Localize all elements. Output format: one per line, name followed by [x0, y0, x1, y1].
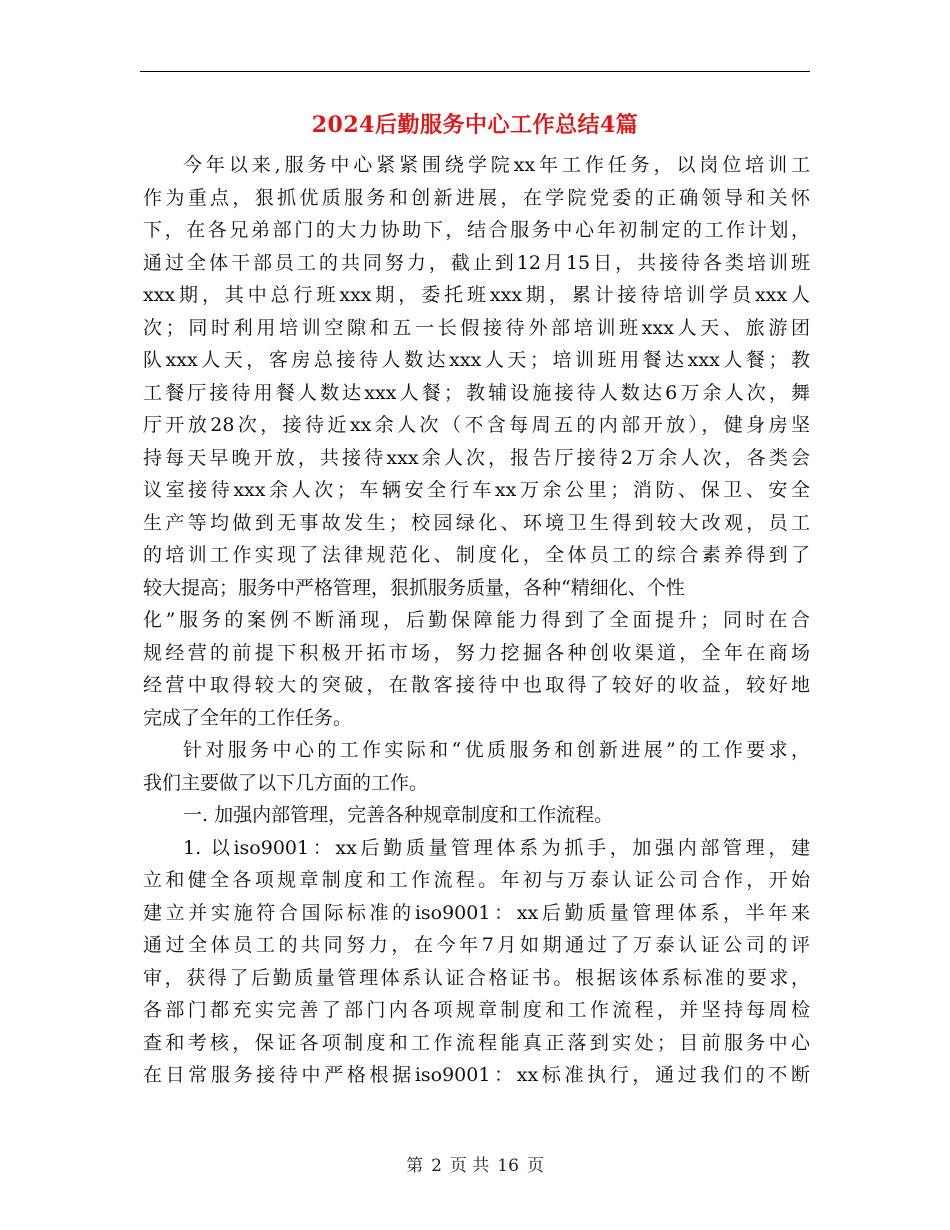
text-line: 队xxx人天，客房总接待人数达xxx人天；培训班用餐达xxx人餐；教 — [143, 349, 810, 371]
text-line: 工餐厅接待用餐人数达xxx人餐；教辅设施接待人数达6万余人次，舞 — [143, 381, 810, 404]
text-line: 我们主要做了以下几方面的工作。 — [143, 771, 429, 794]
total-pages: 16 — [497, 1156, 519, 1176]
footer-suffix: 页 — [526, 1156, 544, 1176]
text-line: 立和健全各项规章制度和工作流程。年初与万泰认证公司合作，开始 — [143, 869, 810, 891]
text-line: 建立并实施符合国际标准的iso9001：xx后勤质量管理体系，半年来 — [143, 901, 810, 924]
text-line: 1. 以iso9001：xx后勤质量管理体系为抓手，加强内部管理，建 — [183, 836, 810, 859]
text-line: 查和考核，保证各项制度和工作流程能真正落到实处；目前服务中心 — [143, 1031, 810, 1054]
text-line: 的培训工作实现了法律规范化、制度化，全体员工的综合素养得到了 — [143, 544, 810, 566]
document-body — [143, 149, 810, 1092]
text-line: 在日常服务接待中严格根据iso9001：xx标准执行，通过我们的不断 — [143, 1064, 810, 1086]
text-line: 次；同时利用培训空隙和五一长假接待外部培训班xxx人天、旅游团 — [143, 316, 810, 339]
header-rule — [140, 71, 810, 72]
footer-middle: 页 共 — [449, 1156, 490, 1176]
text-line: 持每天早晚开放，共接待xxx余人次，报告厅接待2万余人次，各类会 — [143, 446, 810, 469]
text-line: 较大提高；服务中严格管理，狠抓服务质量，各种“精细化、个性 — [143, 576, 685, 599]
text-line: 针对服务中心的工作实际和“优质服务和创新进展”的工作要求， — [183, 739, 810, 761]
text-line: 厅开放28次，接待近xx余人次（不含每周五的内部开放），健身房坚 — [143, 414, 810, 436]
document-title: 2024后勤服务中心工作总结4篇 — [311, 112, 639, 138]
page-footer — [0, 1154, 950, 1178]
page-number: 2 — [431, 1156, 442, 1176]
text-line: 通过全体干部员工的共同努力，截止到12月15日，共接待各类培训班 — [143, 251, 810, 274]
text-line: 规经营的前提下积极开拓市场，努力挖掘各种创收渠道，全年在商场 — [143, 641, 810, 664]
text-line: 生产等均做到无事故发生；校园绿化、环境卫生得到较大改观，员工 — [143, 511, 810, 534]
text-line: 今年以来,服务中心紧紧围绕学院xx年工作任务，以岗位培训工 — [183, 154, 810, 176]
text-line: 下，在各兄弟部门的大力协助下，结合服务中心年初制定的工作计划， — [143, 219, 810, 241]
text-line: 通过全体员工的共同努力，在今年7月如期通过了万泰认证公司的评 — [143, 934, 810, 956]
section-heading: 一. 加强内部管理，完善各种规章制度和工作流程。 — [183, 804, 614, 826]
text-line: 各部门都充实完善了部门内各项规章制度和工作流程，并坚持每周检 — [143, 999, 810, 1021]
text-line: xxx期，其中总行班xxx期，委托班xxx期，累计接待培训学员xxx人 — [143, 284, 810, 306]
text-line: 完成了全年的工作任务。 — [143, 706, 353, 729]
text-line: 作为重点，狠抓优质服务和创新进展，在学院党委的正确领导和关怀 — [143, 186, 810, 209]
text-line: 化”服务的案例不断涌现，后勤保障能力得到了全面提升；同时在合 — [143, 609, 810, 631]
text-line: 经营中取得较大的突破，在散客接待中也取得了较好的收益，较好地 — [143, 674, 810, 696]
text-line: 审，获得了后勤质量管理体系认证合格证书。根据该体系标准的要求， — [143, 966, 810, 989]
text-line: 议室接待xxx余人次；车辆安全行车xx万余公里；消防、保卫、安全 — [143, 479, 810, 501]
footer-prefix: 第 — [406, 1156, 424, 1176]
